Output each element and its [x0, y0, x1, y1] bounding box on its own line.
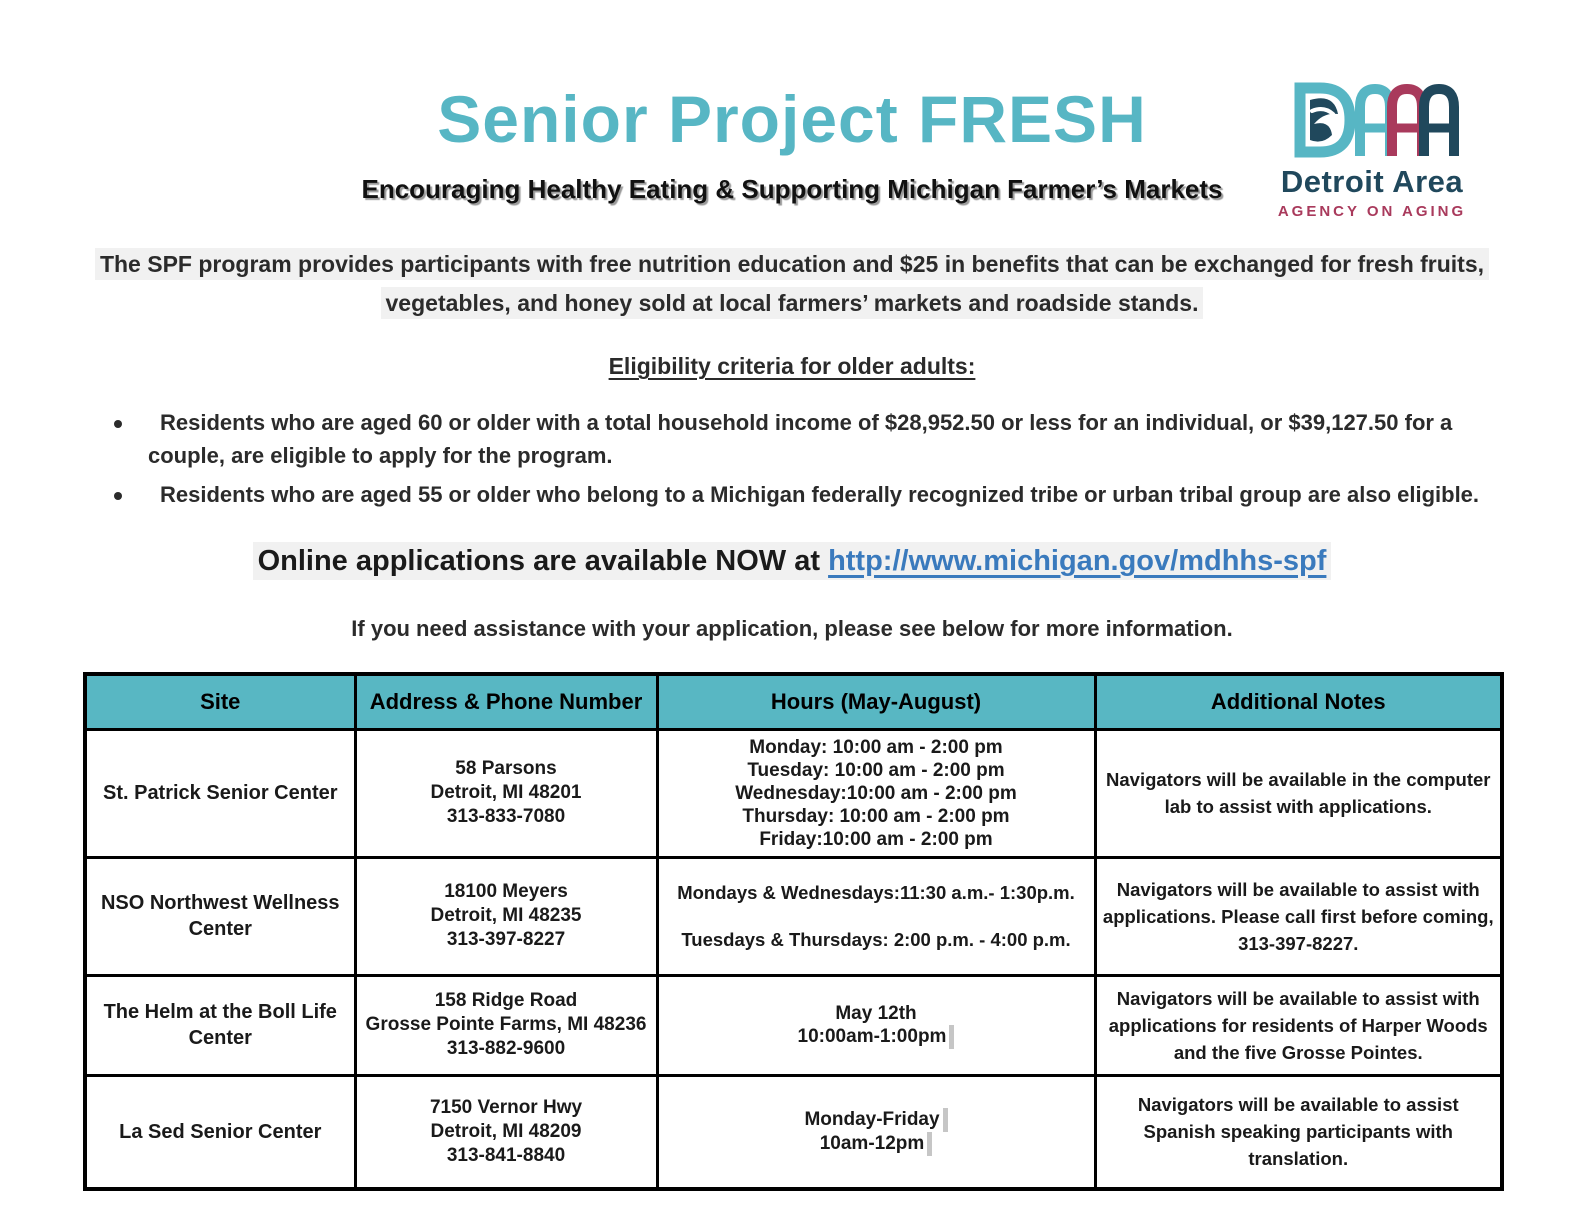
eligibility-bullet-2: Residents who are aged 55 or older who belong to a Michigan federally recognized tribe or urban tribal group are also eligible.: [92, 478, 1492, 511]
daaa-monogram-icon: [1284, 80, 1460, 160]
header-notes: Additional Notes: [1095, 674, 1502, 729]
site-address: 58 Parsons Detroit, MI 48201 313-833-7080: [355, 729, 657, 857]
site-hours: Mondays & Wednesdays:11:30 a.m.- 1:30p.m. Tuesdays & Thursdays: 2:00 p.m. - 4:00 p.m.: [657, 857, 1095, 975]
site-hours: Monday: 10:00 am - 2:00 pm Tuesday: 10:00 am - 2:00 pm Wednesday:10:00 am - 2:00 pm Thursday: 10:00 am - 2:00 pm Friday:10:00 am - 2:00 pm: [657, 729, 1095, 857]
site-address: 7150 Vernor Hwy Detroit, MI 48209 313-841-8840: [355, 1075, 657, 1189]
site-name: La Sed Senior Center: [85, 1075, 355, 1189]
eligibility-heading: Eligibility criteria for older adults:: [608, 353, 976, 379]
site-name: The Helm at the Boll Life Center: [85, 975, 355, 1075]
page-title: Senior Project FRESH: [437, 82, 1147, 156]
header-address: Address & Phone Number: [355, 674, 657, 729]
site-notes: Navigators will be available to assist Spanish speaking participants with translation.: [1095, 1075, 1502, 1189]
apply-prefix: Online applications are available NOW at: [257, 545, 829, 577]
site-name: St. Patrick Senior Center: [85, 729, 355, 857]
application-link[interactable]: http://www.michigan.gov/mdhhs-spf: [828, 545, 1327, 577]
eligibility-bullet-list: [92, 406, 1492, 511]
table-row: [85, 1075, 1502, 1189]
intro-text: The SPF program provides participants with free nutrition education and $25 in benefits that can be exchanged for fresh fruits, vegetables, and honey sold at local farmers’ markets and roadside stands.: [95, 248, 1489, 319]
detroit-area-agency-logo: [1244, 80, 1500, 220]
site-notes: Navigators will be available in the computer lab to assist with applications.: [1095, 729, 1502, 857]
site-hours: Monday-Friday 10am-12pm: [657, 1075, 1095, 1189]
site-address: 158 Ridge Road Grosse Pointe Farms, MI 48236 313-882-9600: [355, 975, 657, 1075]
table-row: [85, 729, 1502, 857]
assistance-note: If you need assistance with your application, please see below for more information.: [351, 616, 1233, 641]
table-row: [85, 857, 1502, 975]
eligibility-bullet-1: Residents who are aged 60 or older with a total household income of $28,952.50 or less for an individual, or $39,127.50 for a couple, are eligible to apply for the program.: [92, 406, 1492, 472]
site-hours: May 12th 10:00am-1:00pm: [657, 975, 1095, 1075]
cursor-artifact: [943, 1108, 948, 1132]
site-notes: Navigators will be available to assist with applications for residents of Harper Woods and the five Grosse Pointes.: [1095, 975, 1502, 1075]
logo-name-text: Detroit Area: [1280, 164, 1464, 199]
sites-table: [83, 672, 1504, 1191]
table-row: [85, 975, 1502, 1075]
header-site: Site: [85, 674, 355, 729]
cursor-artifact: [927, 1132, 932, 1156]
logo-tagline-text: AGENCY ON AGING: [1277, 203, 1467, 220]
site-name: NSO Northwest Wellness Center: [85, 857, 355, 975]
cursor-artifact: [949, 1025, 954, 1049]
site-address: 18100 Meyers Detroit, MI 48235 313-397-8227: [355, 857, 657, 975]
apply-line: [0, 545, 1584, 578]
page-subtitle: Encouraging Healthy Eating & Supporting Michigan Farmer’s Markets: [361, 174, 1223, 204]
intro-paragraph: [82, 245, 1502, 323]
site-notes: Navigators will be available to assist with applications. Please call first before coming, 313-397-8227.: [1095, 857, 1502, 975]
table-header-row: [85, 674, 1502, 729]
header-hours: Hours (May-August): [657, 674, 1095, 729]
